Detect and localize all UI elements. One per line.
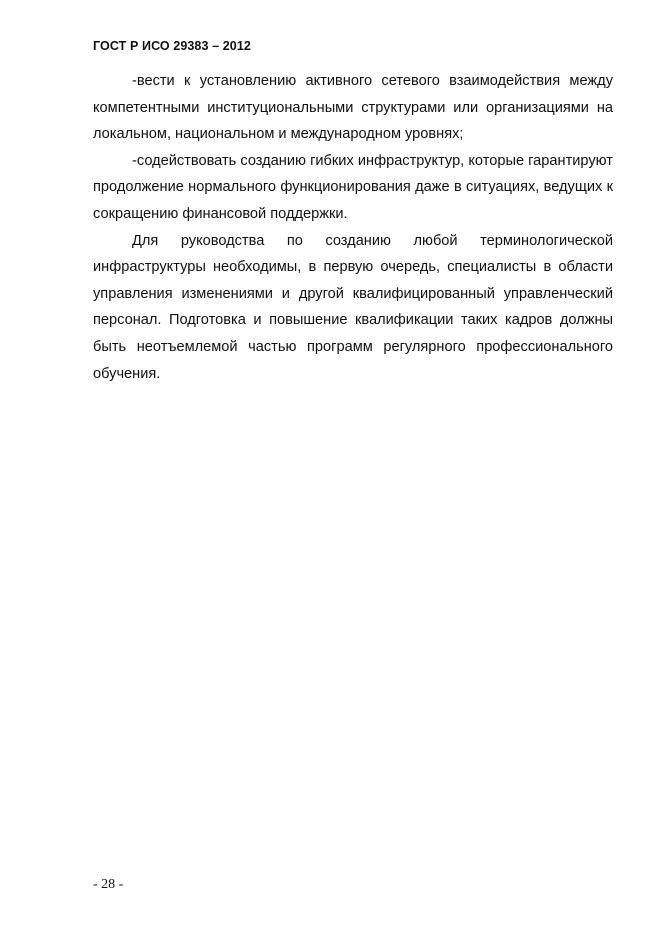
- document-header: ГОСТ Р ИСО 29383 – 2012: [93, 39, 251, 53]
- paragraph-management-personnel: Для руководства по созданию любой терминологической инфраструктуры необходимы, в первую очередь, специалисты в области управления изменениями и другой квалифицированный управленческий персонал. Подготовка и повышение квалификации таких кадров должны быть неотъемлемой частью программ регулярного профессионального обучения.: [93, 232, 613, 382]
- page-number: - 28 -: [93, 877, 124, 892]
- paragraph-flexible-infrastructure: -содействовать созданию гибких инфраструктур, которые гарантируют продолжение нормального функционирования даже в ситуациях, ведущих к сокращению финансовой поддержки.: [93, 152, 613, 222]
- paragraph-network-interaction: -вести к установлению активного сетевого взаимодействия между компетентными институциональными структурами или организациями на локальном, национальном и международном уровнях;: [93, 73, 613, 143]
- body-text: [93, 68, 613, 387]
